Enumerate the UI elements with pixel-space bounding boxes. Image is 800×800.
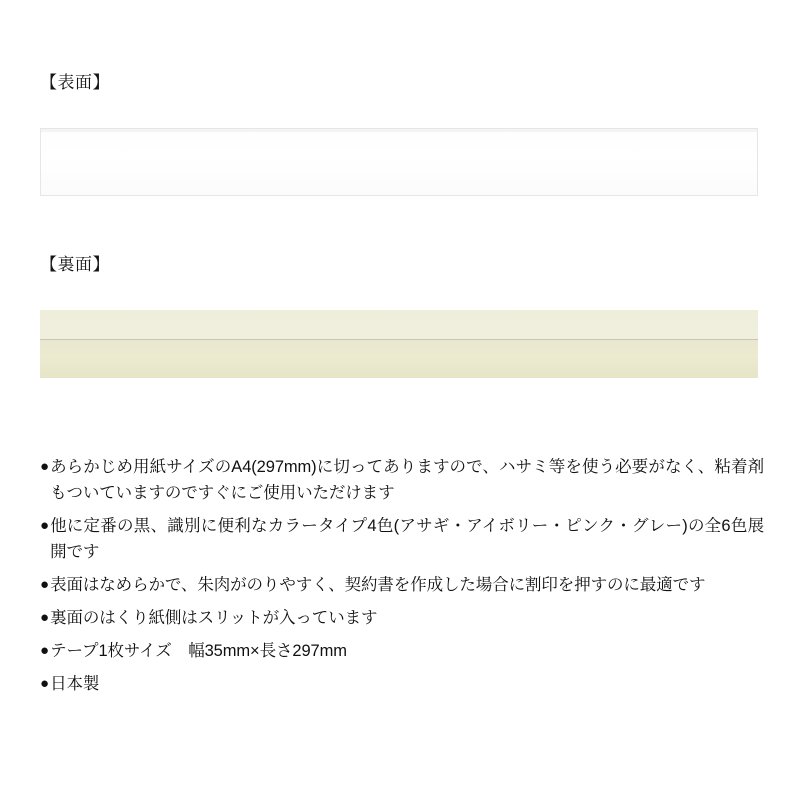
list-item [40, 454, 764, 506]
list-item [40, 513, 764, 565]
list-item [40, 605, 764, 631]
list-item-text: あらかじめ用紙サイズのA4(297mm)に切ってありますので、ハサミ等を使う必要がなく、粘着剤もついていますのですぐにご使用いただけます [50, 458, 764, 502]
bullet-marker-icon: ● [40, 517, 50, 534]
list-item-text: 他に定番の黒、識別に便利なカラータイプ4色(アサギ・アイボリー・ピンク・グレー)の全6色展開です [50, 517, 764, 561]
list-item-text: 裏面のはくり紙側はスリットが入っています [50, 609, 378, 627]
list-item [40, 638, 764, 664]
list-item-text: 表面はなめらかで、朱肉がのりやすく、契約書を作成した場合に割印を押すのに最適です [50, 576, 706, 594]
bullet-marker-icon: ● [40, 675, 50, 692]
bullet-marker-icon: ● [40, 609, 50, 626]
feature-bullet-list [40, 454, 764, 704]
list-item-text: 日本製 [50, 675, 100, 693]
bullet-marker-icon: ● [40, 458, 50, 475]
list-item [40, 671, 764, 697]
bullet-marker-icon: ● [40, 642, 50, 659]
list-item [40, 572, 764, 598]
back-side-tape-swatch [40, 310, 758, 378]
back-side-label: 【裏面】 [40, 255, 110, 274]
list-item-text: テープ1枚サイズ 幅35mm×長さ297mm [50, 642, 347, 660]
bullet-marker-icon: ● [40, 576, 50, 593]
front-side-tape-swatch [40, 128, 758, 196]
front-side-label: 【表面】 [40, 73, 110, 92]
